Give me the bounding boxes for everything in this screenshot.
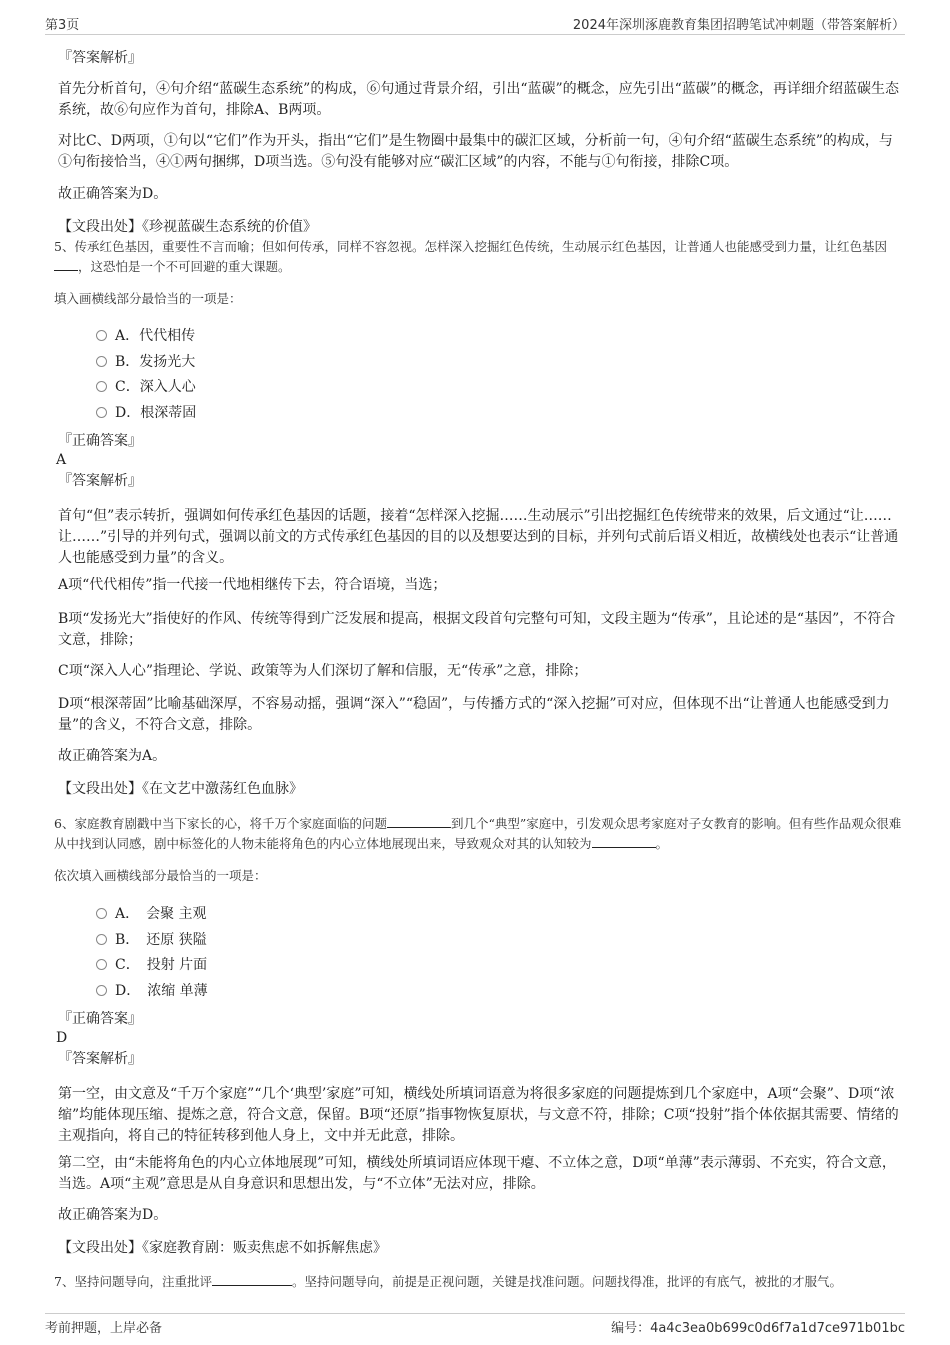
radio-icon[interactable] [96,330,107,341]
radio-icon[interactable] [96,381,107,392]
q5-option-c[interactable]: C．深入人心 [96,377,196,397]
radio-icon[interactable] [96,407,107,418]
q6-stem: 6、家庭教育剧戳中当下家长的心，将千万个家庭面临的问题 到几个“典型”家庭中，引发观众思考家庭对子女教育的影响。但有些作品观众很难从中找到认同感，剧中标签化的人物未能将角色的内心立体地展现出来，导致观众对其的认知较为 。 [54,816,902,851]
radio-icon[interactable] [96,934,107,945]
q6-prompt: 依次填入画横线部分最恰当的一项是： [54,868,267,883]
q6-conclusion: 故正确答案为D。 [58,1207,168,1223]
radio-icon[interactable] [96,959,107,970]
page-number: 第3页 [45,18,80,33]
q6-analysis-para-2: 第二空，由“未能将角色的内心立体地展现”可知，横线处所填词语应体现干瘪、不立体之意，D项“单薄”表示薄弱、不充实，符合文意，当选。A项“主观”意思是从自身意识和思想出发，与“不立体”无法对应，排除。 [58,1155,896,1192]
radio-icon[interactable] [96,985,107,996]
q6-analysis-label: 『答案解析』 [58,1051,142,1067]
q7-stem: 7、坚持问题导向，注重批评 。坚持问题导向，前提是正视问题，关键是找准问题。问题找得准，批评的有底气，被批的才服气。 [54,1274,842,1289]
q5-conclusion: 故正确答案为A。 [58,748,167,764]
radio-icon[interactable] [96,356,107,367]
document-code: 编号：4a4c3ea0b699c0d6f7a1d7ce971b01bc [611,1321,905,1336]
q5-stem: 5、传承红色基因，重要性不言而喻；但如何传承，同样不容忽视。怎样深入挖掘红色传统，生动展示红色基因，让普通人也能感受到力量，让红色基因，这恐怕是一个不可回避的重大课题。 [54,239,887,274]
q6-option-d[interactable]: D． 浓缩 单薄 [96,981,208,1001]
q5-source: 【文段出处】《在文艺中激荡红色血脉》 [58,781,303,797]
q5-option-a[interactable]: A．代代相传 [96,326,195,346]
page-footer [45,1313,905,1335]
q6-answer: D [56,1030,68,1046]
q5-analysis-para-4: C项“深入人心”指理论、学说、政策等为人们深切了解和信服，无“传承”之意，排除； [58,663,588,679]
q6-answer-label: 『正确答案』 [58,1011,142,1027]
q5-analysis-para-2: A项“代代相传”指一代接一代地相继传下去，符合语境，当选； [58,577,447,593]
q5-analysis-para-1: 首句“但”表示转折，强调如何传承红色基因的话题，接着“怎样深入挖掘……生动展示”引出挖掘红色传统带来的效果，后文通过“让……让……”引导的并列句式，强调以前文的方式传承红色基因的目的以及想要达到的目标，并列句式前后语义相近，故横线处也表示“让普通人也能感受到力量”的含义。 [58,508,899,566]
q5-blank [54,258,78,271]
q5-analysis-para-5: D项“根深蒂固”比喻基础深厚，不容易动摇，强调“深入”“稳固”，与传播方式的“深入挖掘”可对应，但体现不出“让普通人也能感受到力量”的含义，不符合文意，排除。 [58,696,890,733]
q5-analysis-label: 『答案解析』 [58,473,142,489]
q6-blank-2 [592,835,656,848]
q4-analysis-para-1: 首先分析首句，④句介绍“蓝碳生态系统”的构成，⑥句通过背景介绍，引出“蓝碳”的概念，应先引出“蓝碳”的概念，再详细介绍蓝碳生态系统，故⑥句应作为首句，排除A、B两项。 [58,81,899,118]
q5-option-d[interactable]: D．根深蒂固 [96,403,196,423]
q5-option-b[interactable]: B．发扬光大 [96,352,195,372]
q4-source: 【文段出处】《珍视蓝碳生态系统的价值》 [58,219,317,235]
q7-blank [212,1273,292,1286]
q5-answer: A [56,452,67,468]
document-title: 2024年深圳涿鹿教育集团招聘笔试冲刺题（带答案解析） [572,18,905,33]
q6-source: 【文段出处】《家庭教育剧：贩卖焦虑不如拆解焦虑》 [58,1240,387,1256]
q6-option-c[interactable]: C． 投射 片面 [96,955,207,975]
q5-prompt: 填入画横线部分最恰当的一项是： [54,291,242,306]
q6-analysis-para-1: 第一空，由文意及“千万个家庭”“几个‘典型’家庭”可知，横线处所填词语意为将很多家庭的问题提炼到几个家庭中，A项“会聚”、D项“浓缩”均能体现压缩、提炼之意，符合文意，保留。B项“还原”指事物恢复原状，与文意不符，排除；C项“投射”指个体依据其需要、情绪的主观指向，将自己的特征转移到他人身上，文中并无此意，排除。 [58,1086,899,1144]
radio-icon[interactable] [96,908,107,919]
page-header [45,14,905,35]
q6-option-a[interactable]: A． 会聚 主观 [96,904,207,924]
q5-answer-label: 『正确答案』 [58,433,142,449]
q4-analysis-para-2: 对比C、D两项，①句以“它们”作为开头，指出“它们”是生物圈中最集中的碳汇区域，分析前一句，④句介绍“蓝碳生态系统”的构成，与①句衔接恰当，④①两句捆绑，D项当选。⑤句没有能够对应“碳汇区域”的内容，不能与①句衔接，排除C项。 [58,133,893,170]
q5-analysis-para-3: B项“发扬光大”指使好的作风、传统等得到广泛发展和提高，根据文段首句完整句可知，文段主题为“传承”，且论述的是“基因”，不符合文意，排除； [58,611,896,648]
q6-option-b[interactable]: B． 还原 狭隘 [96,930,207,950]
q4-analysis-label: 『答案解析』 [58,50,142,66]
q4-conclusion: 故正确答案为D。 [58,186,168,202]
q6-blank-1 [387,815,451,828]
footer-slogan: 考前押题，上岸必备 [45,1321,163,1336]
